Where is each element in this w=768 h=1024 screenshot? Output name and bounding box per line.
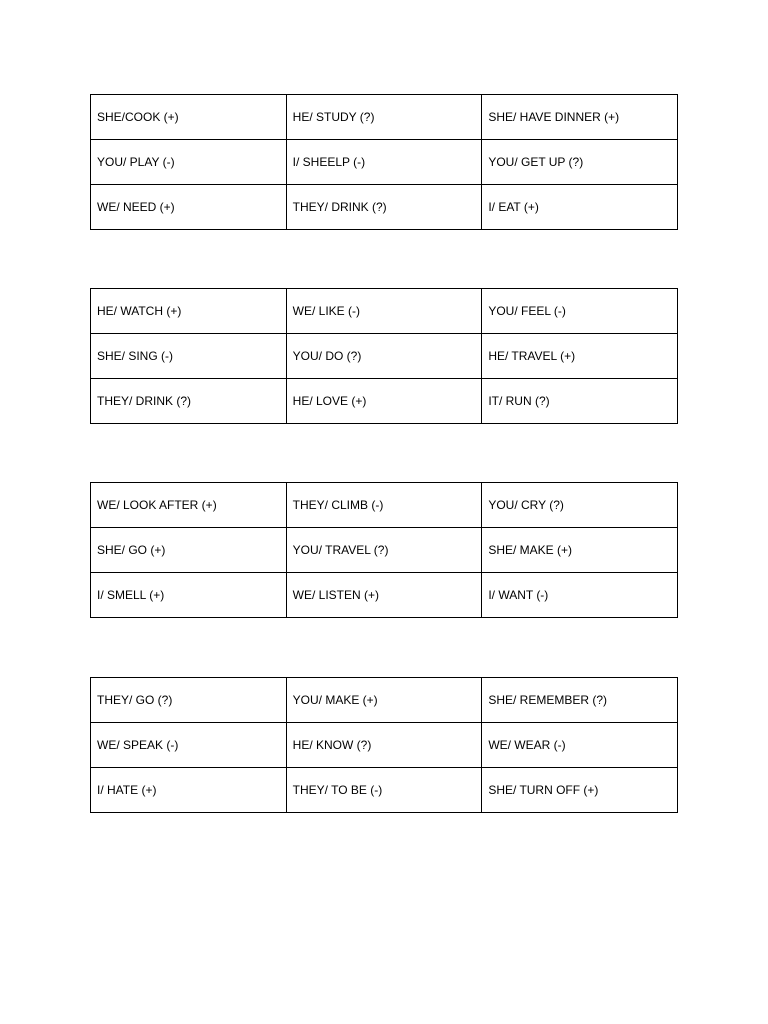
table-cell: THEY/ CLIMB (-) (286, 483, 482, 528)
table-row (91, 483, 678, 528)
verb-prompt-table-2 (90, 288, 678, 424)
table-cell: YOU/ FEEL (-) (482, 289, 678, 334)
table-row (91, 95, 678, 140)
table-cell: WE/ SPEAK (-) (91, 723, 287, 768)
table-cell: HE/ TRAVEL (+) (482, 334, 678, 379)
table-row (91, 334, 678, 379)
table-cell: WE/ LISTEN (+) (286, 573, 482, 618)
table-row (91, 528, 678, 573)
table-cell: WE/ WEAR (-) (482, 723, 678, 768)
table-cell: IT/ RUN (?) (482, 379, 678, 424)
table-cell: I/ EAT (+) (482, 185, 678, 230)
table-cell: SHE/ MAKE (+) (482, 528, 678, 573)
table-cell: THEY/ DRINK (?) (91, 379, 287, 424)
table-cell: THEY/ DRINK (?) (286, 185, 482, 230)
table-cell: I/ SHEELP (-) (286, 140, 482, 185)
table-cell: WE/ LIKE (-) (286, 289, 482, 334)
verb-prompt-table-3 (90, 482, 678, 618)
table-cell: SHE/COOK (+) (91, 95, 287, 140)
verb-prompt-table-4 (90, 677, 678, 813)
table-cell: HE/ STUDY (?) (286, 95, 482, 140)
table-row (91, 678, 678, 723)
table-cell: YOU/ GET UP (?) (482, 140, 678, 185)
table-cell: YOU/ PLAY (-) (91, 140, 287, 185)
table-cell: HE/ KNOW (?) (286, 723, 482, 768)
table-cell: YOU/ TRAVEL (?) (286, 528, 482, 573)
table-cell: HE/ WATCH (+) (91, 289, 287, 334)
table-row (91, 768, 678, 813)
table-cell: THEY/ GO (?) (91, 678, 287, 723)
table-cell: I/ WANT (-) (482, 573, 678, 618)
table-cell: SHE/ SING (-) (91, 334, 287, 379)
table-cell: SHE/ TURN OFF (+) (482, 768, 678, 813)
table-row (91, 289, 678, 334)
table-cell: SHE/ REMEMBER (?) (482, 678, 678, 723)
table-row (91, 573, 678, 618)
table-cell: SHE/ GO (+) (91, 528, 287, 573)
table-cell: WE/ LOOK AFTER (+) (91, 483, 287, 528)
table-cell: THEY/ TO BE (-) (286, 768, 482, 813)
table-cell: HE/ LOVE (+) (286, 379, 482, 424)
table-cell: I/ SMELL (+) (91, 573, 287, 618)
table-row (91, 723, 678, 768)
table-row (91, 185, 678, 230)
table-cell: SHE/ HAVE DINNER (+) (482, 95, 678, 140)
table-cell: I/ HATE (+) (91, 768, 287, 813)
table-cell: WE/ NEED (+) (91, 185, 287, 230)
table-cell: YOU/ CRY (?) (482, 483, 678, 528)
table-cell: YOU/ DO (?) (286, 334, 482, 379)
verb-prompt-table-1 (90, 94, 678, 230)
table-cell: YOU/ MAKE (+) (286, 678, 482, 723)
table-row (91, 379, 678, 424)
table-row (91, 140, 678, 185)
